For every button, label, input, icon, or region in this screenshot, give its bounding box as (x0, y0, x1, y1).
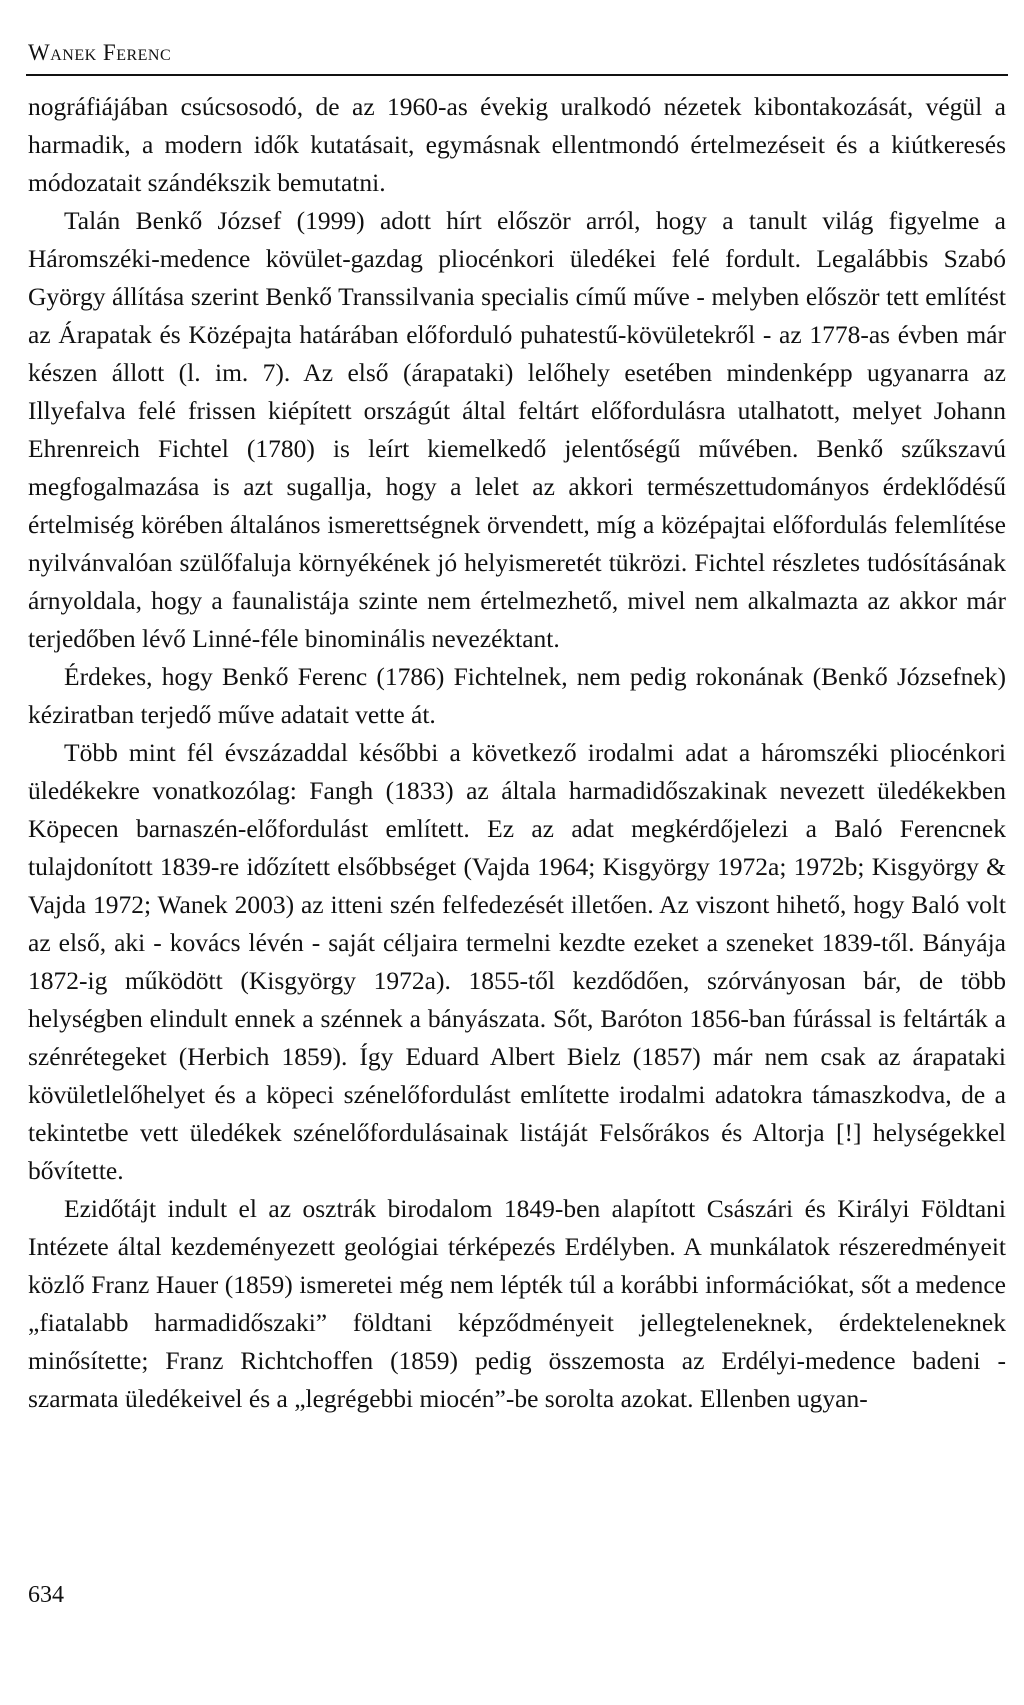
paragraph-2: Talán Benkő József (1999) adott hírt először arról, hogy a tanult világ figyelme a Háromszéki-medence kövület-gazdag pliocénkori üledékei felé fordult. Legalábbis Szabó György állítása szerint Benkő Transsilvania specialis című műve - melyben először tett említést az Árapatak és Középajta határában előforduló puhatestű-kövületekről - az 1778-as évben már készen állott (l. im. 7). Az első (árapataki) lelőhely esetében mindenképp ugyanarra az Illyefalva felé frissen kiépített országút által feltárt előfordulásra utalhatott, melyet Johann Ehrenreich Fichtel (1780) is leírt kiemelkedő jelentőségű művében. Benkő szűkszavú megfogalmazása is azt sugallja, hogy a lelet az akkori természettudományos érdeklődésű értelmiség körében általános ismerettségnek örvendett, míg a középajtai előfordulás felemlítése nyilvánvalóan szülőfaluja környékének jó helyismeretét tükrözi. Fichtel részletes tudósításának árnyoldala, hogy a faunalistája szinte nem értelmezhető, mivel nem alkalmazta az akkor már terjedőben lévő Linné-féle binominális nevezéktant. (28, 206, 1006, 653)
paragraph-1: nográfiájában csúcsosodó, de az 1960-as évekig uralkodó nézetek kibontakozását, végül a harmadik, a modern idők kutatásait, egymásnak ellentmondó értelmezéseit és a kiútkeresés módozatait szándékszik bemutatni. (28, 92, 1006, 197)
paragraph-4: Több mint fél évszázaddal későbbi a következő irodalmi adat a háromszéki pliocénkori üledékekre vonatkozólag: Fangh (1833) az általa harmadidőszakinak nevezett üledékekben Köpecen barnaszén-előfordulást említett. Ez az adat megkérdőjelezi a Baló Ferencnek tulajdonított 1839-re időzített elsőbbséget (Vajda 1964; Kisgyörgy 1972a; 1972b; Kisgyörgy & Vajda 1972; Wanek 2003) az itteni szén felfedezését illetően. Az viszont hihető, hogy Baló volt az első, aki - kovács lévén - saját céljaira termelni kezdte ezeket a szeneket 1839-től. Bányája 1872-ig működött (Kisgyörgy 1972a). 1855-től kezdődően, szórványosan bár, de több helységben elindult ennek a szénnek a bányászata. Sőt, Baróton 1856-ban fúrással is feltárták a szénrétegeket (Herbich 1859). Így Eduard Albert Bielz (1857) már nem csak az árapataki kövületlelőhelyet és a köpeci szénelőfordulást említette irodalmi adatokra támaszkodva, de a tekintetbe vett üledékek szénelőfordulásainak listáját Felsőrákos és Altorja [!] helységekkel bővítette. (28, 738, 1006, 1185)
paragraph-3: Érdekes, hogy Benkő Ferenc (1786) Fichtelnek, nem pedig rokonának (Benkő Józsefnek) kéziratban terjedő műve adatait vette át. (28, 662, 1006, 729)
header-rule (26, 74, 1008, 76)
body-text (28, 88, 1006, 1418)
paragraph-5: Ezidőtájt indult el az osztrák birodalom 1849-ben alapított Császári és Királyi Földtani Intézete által kezdeményezett geológiai térképezés Erdélyben. A munkálatok részeredményeit közlő Franz Hauer (1859) ismeretei még nem lépték túl a korábbi információkat, sőt a medence „fiatalabb harmadidőszaki” földtani képződményeit jellegteleneknek, érdekteleneknek minősítette; Franz Richtchoffen (1859) pedig összemosta az Erdélyi-medence badeni - szarmata üledékeivel és a „legrégebbi miocén”-be sorolta azokat. Ellenben ugyan- (28, 1194, 1006, 1413)
page-number: 634 (28, 1582, 64, 1608)
running-head: Wanek Ferenc (28, 40, 172, 65)
